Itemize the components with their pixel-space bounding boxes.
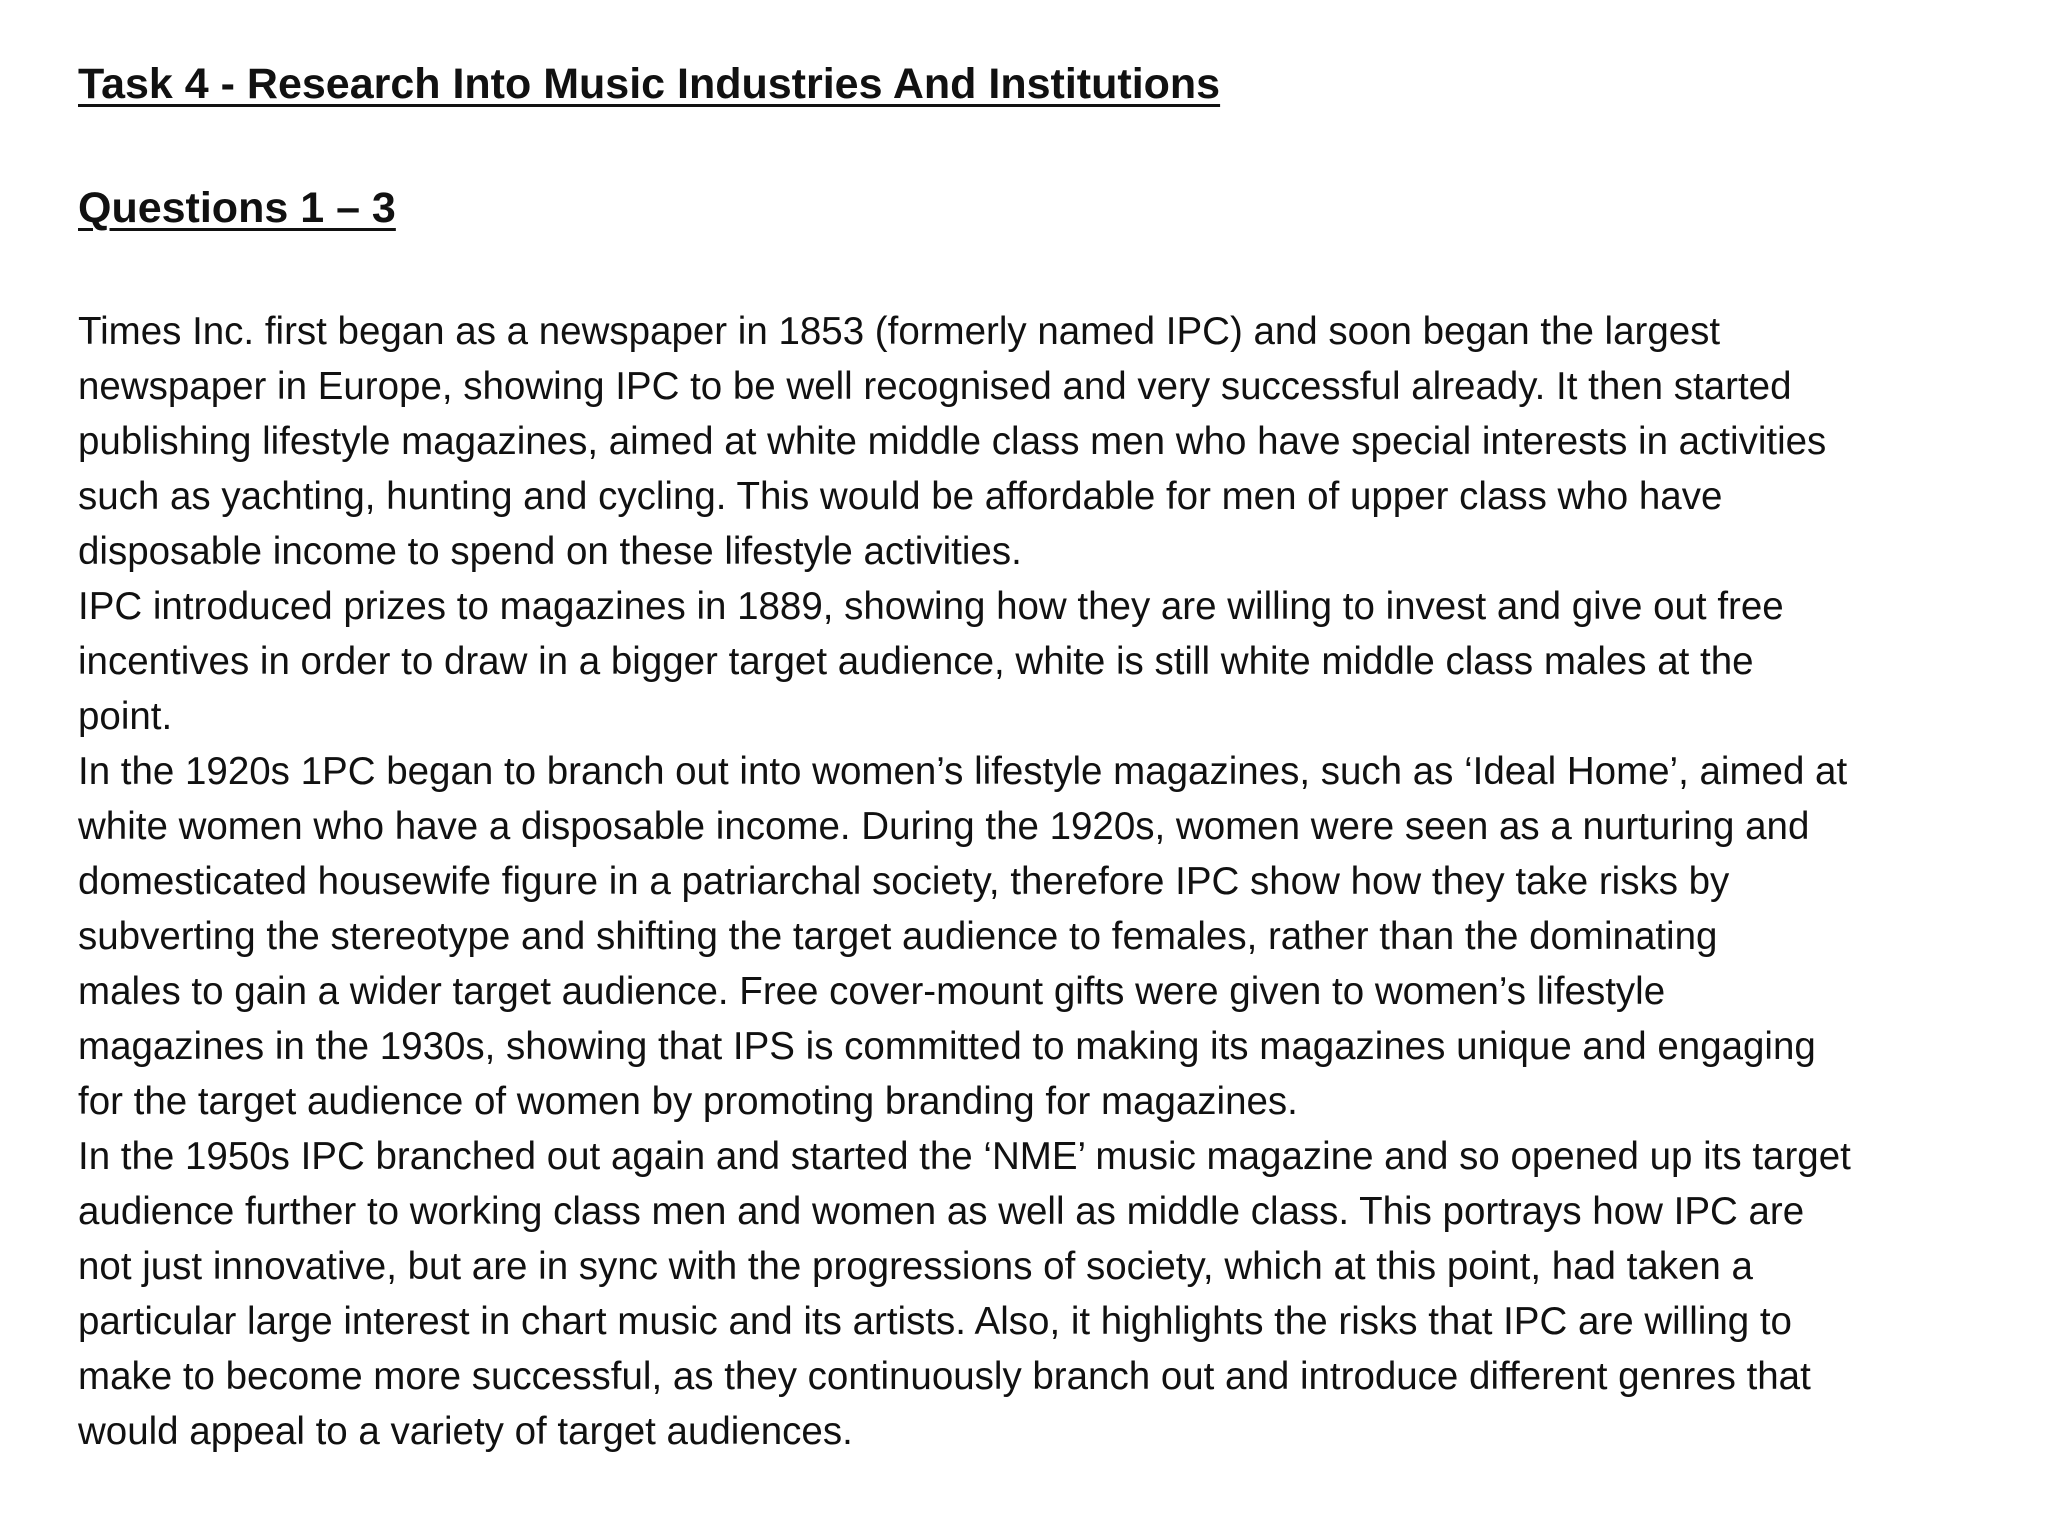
body-line: disposable income to spend on these lifestyle activities. — [78, 530, 1022, 573]
body-line: Times Inc. first began as a newspaper in 1853 (formerly named IPC) and soon began the largest — [78, 310, 1721, 353]
body-line: not just innovative, but are in sync with the progressions of society, which at this point, had taken a — [78, 1245, 1753, 1288]
document-subtitle: Questions 1 – 3 — [78, 184, 396, 232]
body-line: In the 1920s 1PC began to branch out into women’s lifestyle magazines, such as ‘Ideal Home’, aimed at — [78, 750, 1848, 793]
body-line: incentives in order to draw in a bigger target audience, white is still white middle class males at the — [78, 640, 1754, 683]
body-line: make to become more successful, as they continuously branch out and introduce different genres that — [78, 1355, 1811, 1398]
body-line: point. — [78, 695, 173, 738]
body-text — [78, 304, 2008, 1459]
body-line: subverting the stereotype and shifting the target audience to females, rather than the dominating — [78, 915, 1718, 958]
body-line: particular large interest in chart music and its artists. Also, it highlights the risks that IPC are willing to — [78, 1300, 1792, 1343]
body-line: males to gain a wider target audience. Free cover-mount gifts were given to women’s lifestyle — [78, 970, 1666, 1013]
body-line: audience further to working class men and women as well as middle class. This portrays how IPC are — [78, 1190, 1805, 1233]
body-line: In the 1950s IPC branched out again and started the ‘NME’ music magazine and so opened up its target — [78, 1135, 1851, 1178]
body-line: publishing lifestyle magazines, aimed at white middle class men who have special interests in activities — [78, 420, 1827, 463]
document-slide — [78, 56, 2008, 1459]
body-line: domesticated housewife figure in a patriarchal society, therefore IPC show how they take risks by — [78, 860, 1730, 903]
body-line: IPC introduced prizes to magazines in 1889, showing how they are willing to invest and give out free — [78, 585, 1784, 628]
body-line: for the target audience of women by promoting branding for magazines. — [78, 1080, 1298, 1123]
body-line: such as yachting, hunting and cycling. This would be affordable for men of upper class who have — [78, 475, 1723, 518]
body-line: magazines in the 1930s, showing that IPS is committed to making its magazines unique and engaging — [78, 1025, 1816, 1068]
body-line: white women who have a disposable income. During the 1920s, women were seen as a nurturing and — [78, 805, 1810, 848]
body-line: newspaper in Europe, showing IPC to be well recognised and very successful already. It then started — [78, 365, 1792, 408]
body-line: would appeal to a variety of target audiences. — [78, 1410, 853, 1453]
document-title: Task 4 - Research Into Music Industries And Institutions — [78, 60, 1221, 108]
